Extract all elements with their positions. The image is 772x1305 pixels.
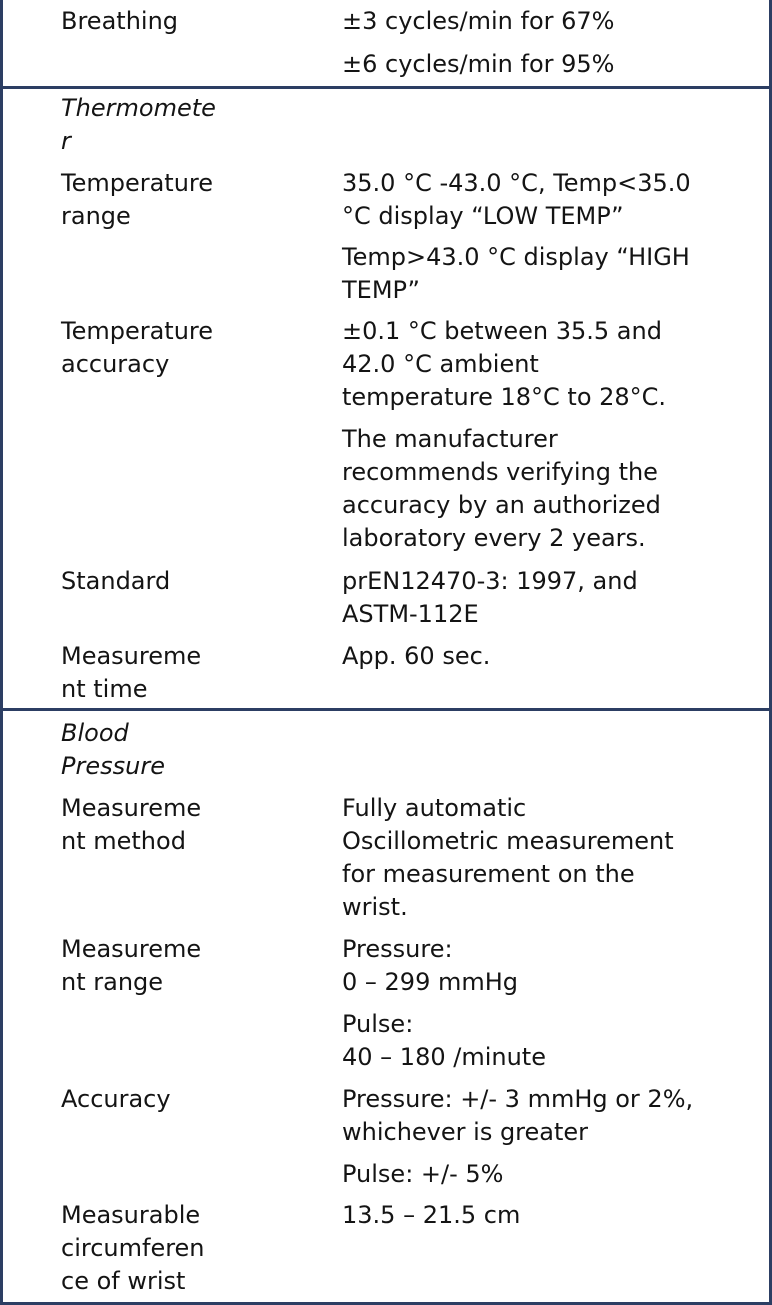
blood-pressure-section-header: Blood Pressure <box>61 719 165 780</box>
breathing-value-2: ±6 cycles/min for 95% <box>342 50 615 78</box>
temperature-range-value-1: 35.0 °C -43.0 °C, Temp<35.0 °C display “LOW TEMP” <box>342 169 691 230</box>
measurement-method-value: Fully automatic Oscillometric measurement for measurement on the wrist. <box>342 794 674 921</box>
measurement-time-value: App. 60 sec. <box>342 642 491 670</box>
standard-value: prEN12470-3: 1997, and ASTM-112E <box>342 567 638 628</box>
breathing-value-1: ±3 cycles/min for 67% <box>342 7 615 35</box>
measurement-range-label: Measureme nt range <box>61 935 202 996</box>
thermometer-section-header: Thermomete r <box>61 94 216 155</box>
accuracy-pulse: Pulse: +/- 5% <box>342 1160 504 1188</box>
breathing-label: Breathing <box>61 7 179 35</box>
wrist-circumference-value: 13.5 – 21.5 cm <box>342 1201 521 1229</box>
measurement-time-label: Measureme nt time <box>61 642 202 703</box>
accuracy-label: Accuracy <box>61 1085 171 1113</box>
section-divider <box>3 86 772 89</box>
measurement-method-label: Measureme nt method <box>61 794 202 855</box>
measurement-range-pressure: Pressure: 0 – 299 mmHg <box>342 935 519 996</box>
wrist-circumference-label: Measurable circumferen ce of wrist <box>61 1201 205 1295</box>
temperature-accuracy-label: Temperature accuracy <box>61 317 214 378</box>
standard-label: Standard <box>61 567 171 595</box>
temperature-accuracy-value-2: The manufacturer recommends verifying the accuracy by an authorized laboratory every 2 years. <box>342 425 661 552</box>
measurement-range-pulse: Pulse: 40 – 180 /minute <box>342 1010 546 1071</box>
accuracy-pressure: Pressure: +/- 3 mmHg or 2%, whichever is greater <box>342 1085 694 1146</box>
temperature-accuracy-value-1: ±0.1 °C between 35.5 and 42.0 °C ambient temperature 18°C to 28°C. <box>342 317 667 411</box>
temperature-range-value-2: Temp>43.0 °C display “HIGH TEMP” <box>342 243 690 304</box>
temperature-range-label: Temperature range <box>61 169 214 230</box>
section-divider <box>3 708 772 711</box>
